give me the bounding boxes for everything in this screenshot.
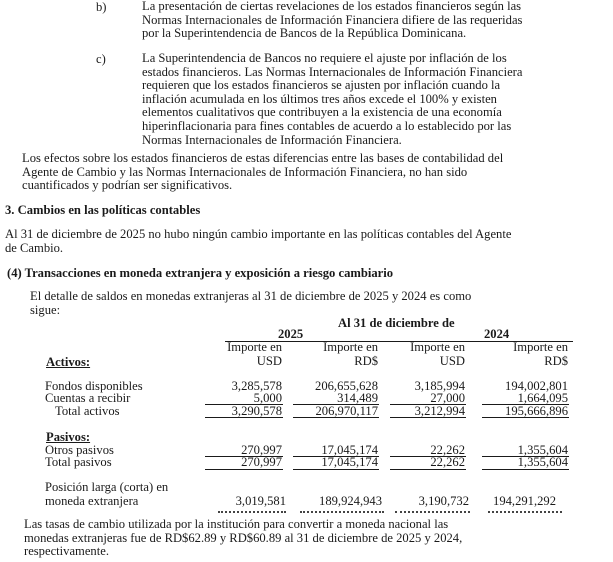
text-line: Normas Internacionales de Información Financiera difiere de las requeridas [142,12,523,27]
col-header-line: USD [256,353,282,368]
text-line: monedas extranjeras fue de RD$62.89 y RD$60.89 al 31 de diciembre de 2025 y 2024, [24,530,463,545]
text-line: cuantificados y podrían ser significativos. [22,178,233,193]
table-cell: 314,489 [337,391,378,405]
col-header-rd-2025 [290,341,378,368]
double-rule [395,511,470,513]
table-row-label: Otros pasivos [45,443,114,457]
col-header-line: RD$ [354,353,378,368]
table-row-label: Cuentas a recibir [45,391,131,405]
text-line: Normas Internacionales de Información Financiera. [142,132,402,147]
section-4-heading: (4) Transacciones en moneda extranjera y exposición a riesgo cambiario [7,266,394,280]
col-header-usd-2024 [385,341,465,368]
table-total-label: Total activos [55,404,120,418]
col-header-line: RD$ [544,353,568,368]
table-cell: 22,262 [430,455,465,469]
rates-paragraph [24,518,604,559]
table-cell: 189,924,943 [319,494,382,508]
table-cell: 3,190,732 [418,494,469,508]
text-line: requieren que los estados financieros se ajusten por inflación cuando la [142,78,501,93]
text-line: La presentación de ciertas revelaciones de los estados financieros según las [142,0,522,13]
total-rule [205,469,283,470]
text-line: respectivamente. [24,544,109,559]
total-rule [482,469,569,470]
text-line: elementos cualitativos que contribuyen a la existencia de una economía [142,105,502,120]
table-cell: 270,997 [241,455,282,469]
table-cell: 1,355,604 [517,455,568,469]
section-3-heading: 3. Cambios en las políticas contables [5,203,201,217]
table-cell: 194,291,292 [493,494,556,508]
year-2025: 2025 [278,327,304,341]
table-cell: 22,262 [430,443,465,457]
text-line: de Cambio. [5,240,64,255]
table-row-label: Fondos disponibles [45,379,143,393]
item-b-text [142,0,602,41]
item-c-marker: c) [96,52,106,66]
table-cell: 17,045,174 [321,455,378,469]
text-line: por la Superintendencia de Bancos de la República Dominicana. [142,26,467,41]
table-cell: 1,355,604 [517,443,568,457]
position-label-line: moneda extranjera [45,493,139,508]
position-label-line: Posición larga (corta) en [45,480,169,494]
total-rule [390,417,466,418]
table-cell: 206,970,117 [315,404,378,418]
assets-label: Activos: [46,355,91,369]
section-3-paragraph [5,228,610,255]
item-b-marker: b) [96,0,107,14]
text-line: estados financieros. Las Normas Internacionales de Información Financiera [142,64,523,79]
col-header-usd-2025 [200,341,282,368]
text-line: Los efectos sobre los estados financieros de estas diferencias entre las bases de contabilidad del [22,151,504,165]
col-header-line: Importe en [513,340,568,354]
col-header-line: Importe en [410,340,465,354]
effects-paragraph [22,152,607,193]
total-rule [205,417,283,418]
double-rule [218,511,286,513]
table-total-label: Total pasivos [45,455,112,469]
col-header-line: Importe en [323,340,378,354]
total-rule [390,469,466,470]
table-cell: 3,019,581 [235,494,286,508]
table-cell: 5,000 [253,391,282,405]
table-cell: 195,666,896 [505,404,568,418]
total-rule [482,417,569,418]
text-line: Al 31 de diciembre de 2025 no hubo ningún cambio importante en las políticas contables del Agente [5,227,512,241]
text-line: La Superintendencia de Bancos no requiere el ajuste por inflación de los [142,51,507,65]
table-cell: 206,655,628 [315,379,378,393]
table-cell: 27,000 [430,391,465,405]
col-header-rd-2024 [480,341,568,368]
text-line: El detalle de saldos en monedas extranjeras al 31 de diciembre de 2025 y 2024 es como [30,289,472,303]
year-2024: 2024 [484,327,510,341]
table-cell: 3,290,578 [231,404,282,418]
position-label [45,481,168,508]
col-header-line: Importe en [227,340,282,354]
total-rule [293,469,379,470]
liabilities-label: Pasivos: [46,430,91,444]
total-rule [293,417,379,418]
double-rule [300,511,384,513]
double-rule [488,511,562,513]
item-c-text [142,52,602,147]
text-line: sigue: [30,302,61,317]
col-header-line: USD [439,353,465,368]
table-cell: 3,212,994 [414,404,465,418]
section-4-intro [30,290,605,317]
table-cell: 1,664,095 [517,391,568,405]
period-header: Al 31 de diciembre de [338,316,455,330]
text-line: inflación acumulada en los últimos tres años excede el 100% y existen [142,91,497,106]
text-line: Las tasas de cambio utilizada por la institución para convertir a moneda nacional las [24,517,449,531]
table-cell: 194,002,801 [505,379,568,393]
text-line: Agente de Cambio y las Normas Internacionales de Información Financiera, no han sido [22,164,468,179]
table-cell: 17,045,174 [321,443,378,457]
table-cell: 270,997 [241,443,282,457]
text-line: hiperinflacionaria para fines contables de acuerdo a lo establecido por las [142,118,512,133]
table-cell: 3,185,994 [414,379,465,393]
table-cell: 3,285,578 [231,379,282,393]
